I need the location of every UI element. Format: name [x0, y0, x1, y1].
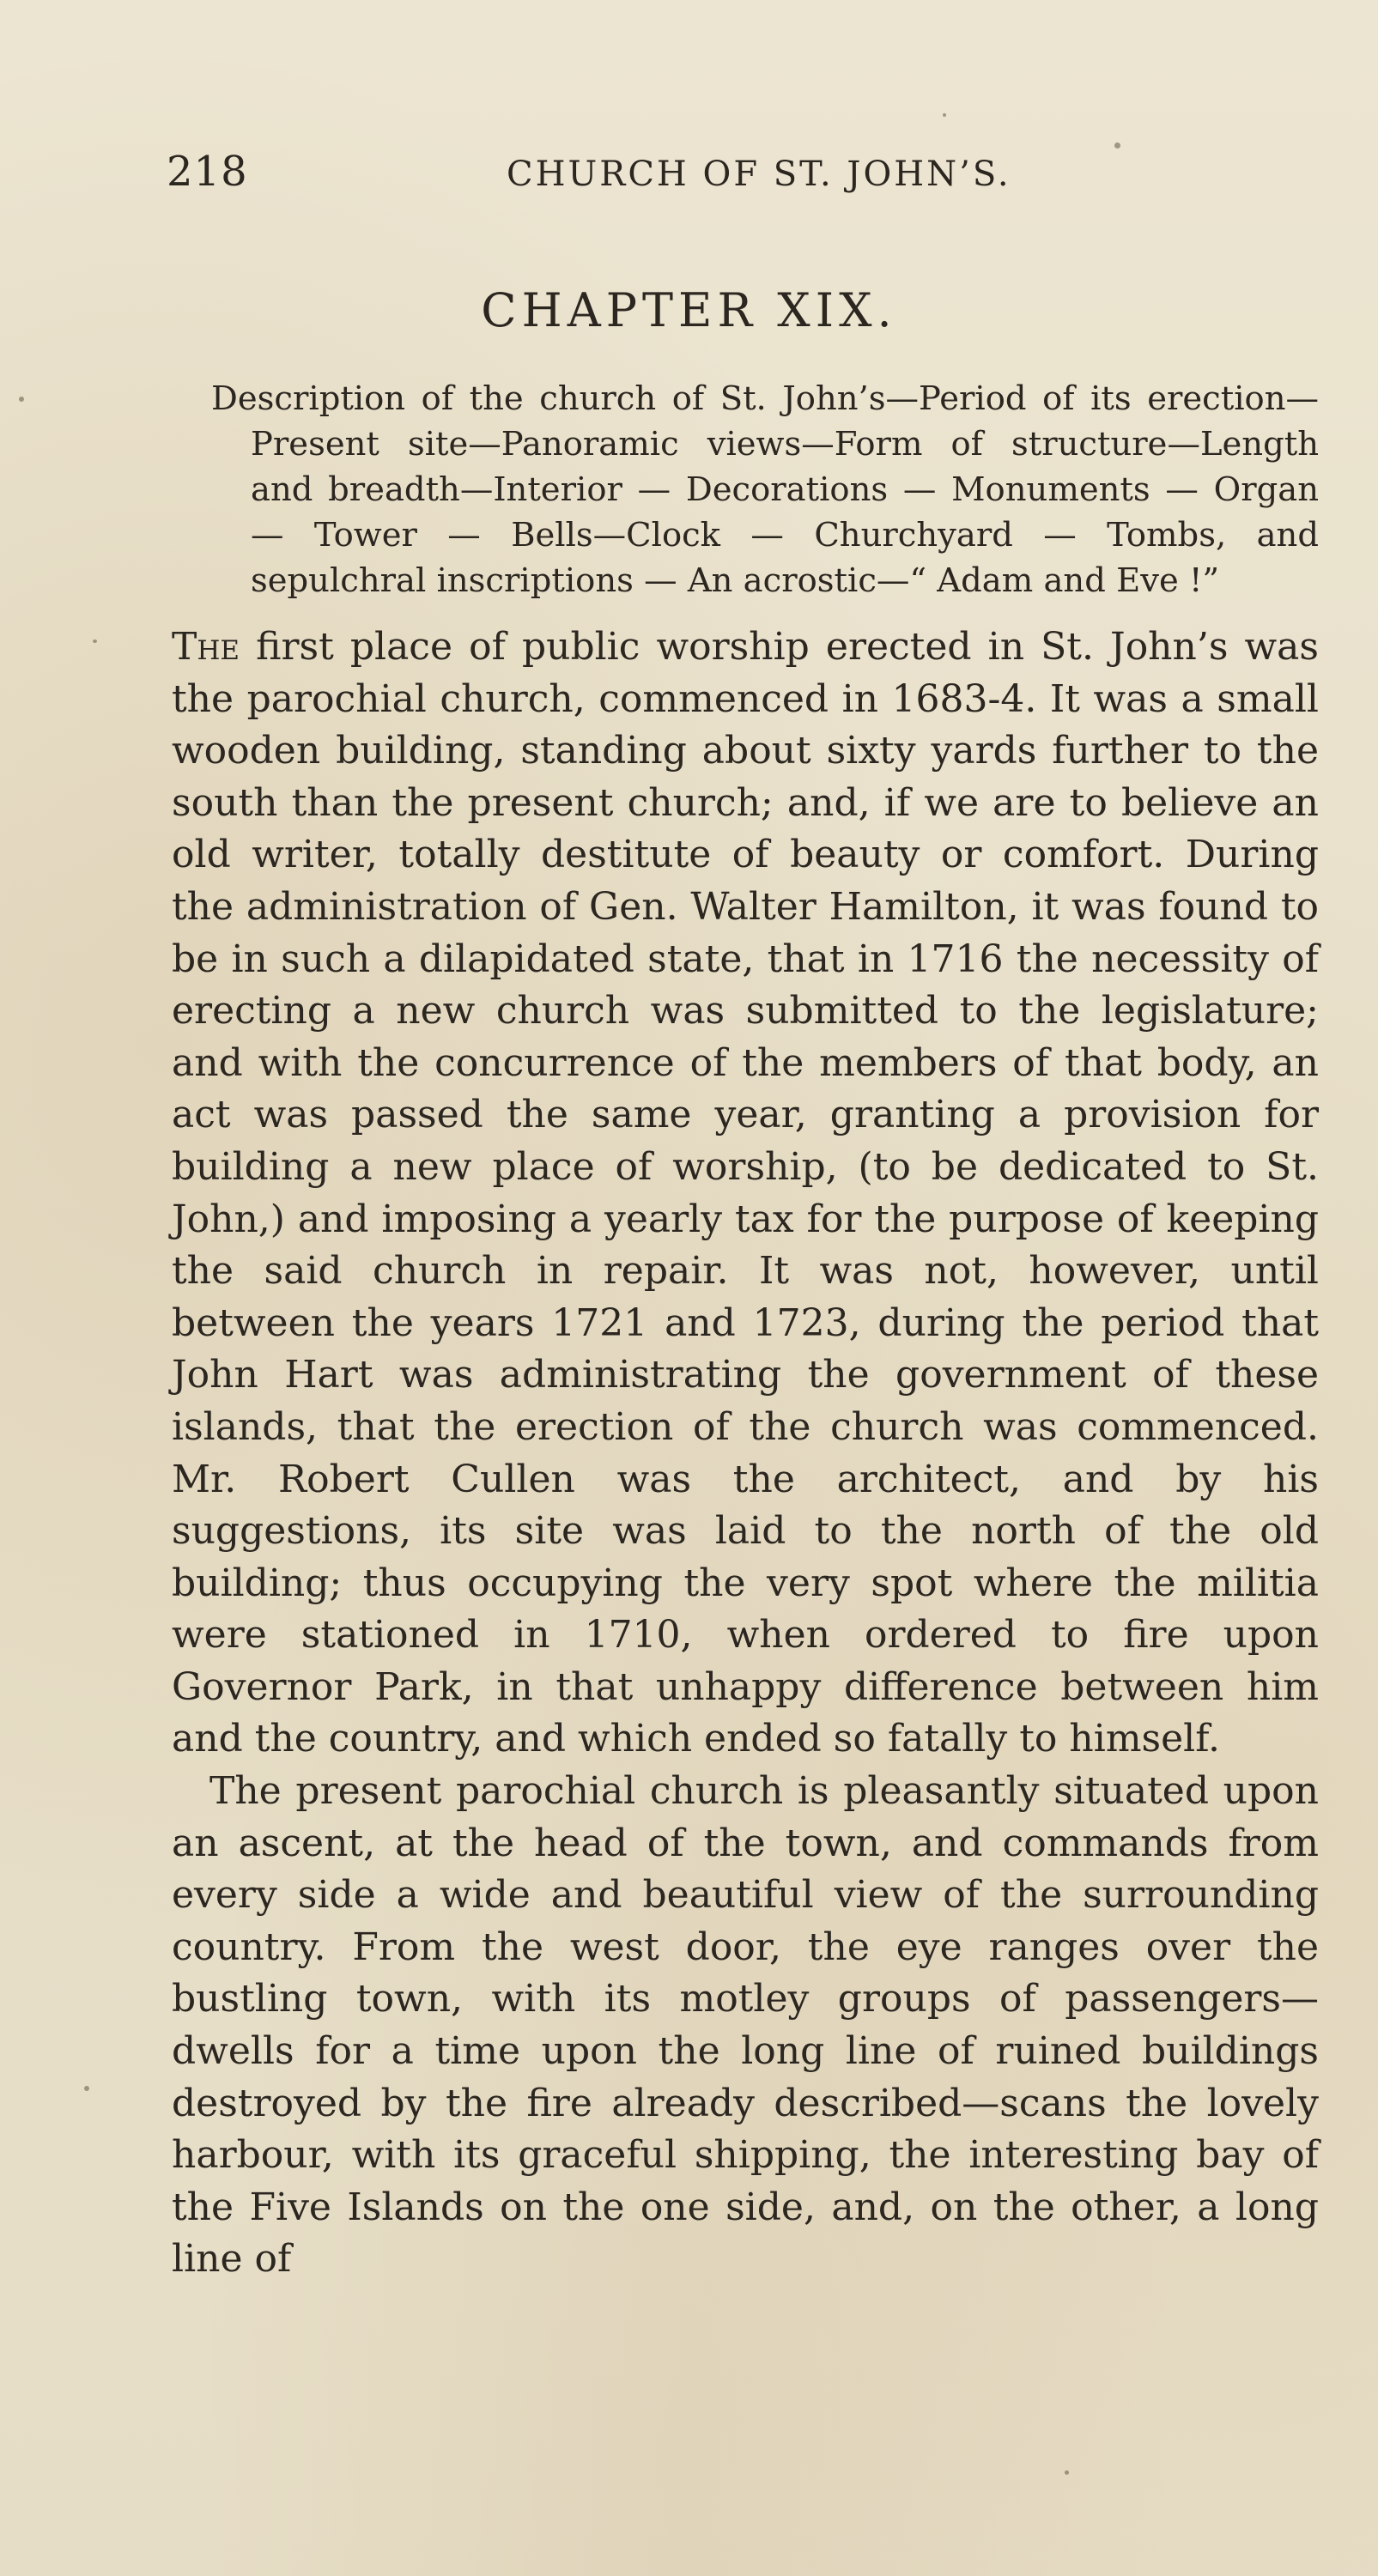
paragraph-1-text: first place of public worship erected in St. John’s was the parochial church, commenced in 1683-4. It was a small wooden building, standing about sixty yards further to the south than the present church; and, if we are to believe an old writer, totally destitute of beauty or comfort. During the administration of Gen. Walter Hamilton, it was found to be in such a dilapidated state, that in 1716 the necessity of erecting a new church was submitted to the legislature; and with the concurrence of the members of that body, an act was passed the same year, granting a provision for building a new place of worship, (to be dedicated to St. John,) and imposing a yearly tax for the purpose of keeping the said church in repair. It was not, however, until between the years 1721 and 1723, during the period that John Hart was administrating the government of these islands, that the erection of the church was commenced. Mr. Robert Cullen was the architect, and by his suggestions, its site was laid to the north of the old building; thus occupying the very spot where the militia were stationed in 1710, when ordered to fire upon Governor Park, in that unhappy difference between him and the country, and which ended so fatally to himself.: [172, 625, 1319, 1761]
running-title: CHURCH OF ST. JOHN’S.: [507, 155, 1011, 194]
page-number: 218: [167, 148, 248, 196]
paragraph-2: The present parochial church is pleasantly situated upon an ascent, at the head of the town, and commands from every side a wide and beautiful view of the surrounding country. From the west door, the eye ranges over the bustling town, with its motley groups of passengers—dwells for a time upon the long line of ruined buildings destroyed by the fire already described—scans the lovely harbour, with its graceful shipping, the interesting bay of the Five Islands on the one side, and, on the other, a long line of: [172, 1769, 1319, 2282]
running-head: [167, 148, 1314, 208]
foxing-speck: [93, 639, 97, 643]
body-text: [172, 621, 1319, 2286]
chapter-synopsis: Description of the church of St. John’s—Period of its erection—Present site—Panoramic views—Form of structure—Length and breadth—Interior — Decorations — Monuments — Organ — Tower — Bells—Clock — Churchyard — Tombs, and sepulchral inscriptions — An acrostic—“ Adam and Eve !”: [211, 379, 1319, 600]
foxing-speck: [19, 397, 24, 402]
foxing-speck: [1065, 2470, 1069, 2475]
foxing-speck: [1114, 142, 1120, 148]
chapter-heading: CHAPTER XIX.: [481, 283, 897, 337]
foxing-speck: [943, 113, 946, 117]
foxing-speck: [84, 2086, 89, 2091]
paragraph-1: [172, 621, 1319, 1766]
paragraph-1-lead: The: [172, 625, 240, 669]
